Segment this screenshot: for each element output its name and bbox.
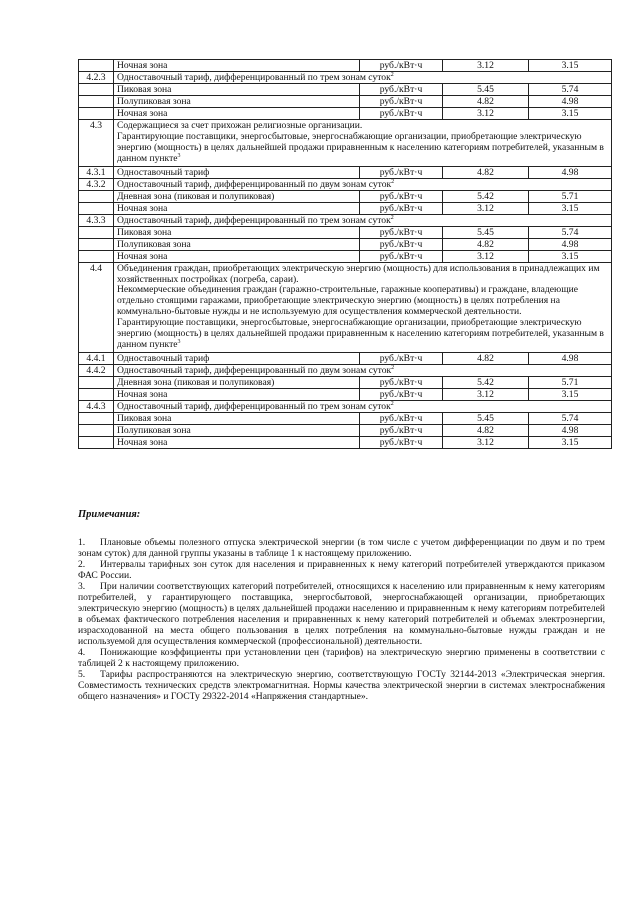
row-code: 4.4 [79,262,114,352]
row-label: Ночная зона [114,202,360,214]
group-label: Одноставочный тариф, дифференцированный по трем зонам суток [117,214,391,226]
tariff-value-1: 3.12 [443,436,529,448]
row-code: 4.4.2 [79,364,114,376]
unit-cell: руб./кВт·ч [360,226,443,238]
tariff-value-1: 3.12 [443,108,529,120]
table-row [79,352,612,364]
tariff-value-1: 4.82 [443,352,529,364]
tariff-value-2: 4.98 [529,424,612,436]
tariff-value-1: 4.82 [443,96,529,108]
description-paragraph [117,264,608,286]
group-label: Одноставочный тариф, дифференцированный по двум зонам суток [117,364,392,376]
note-text: Понижающие коэффициенты при установлении цен (тарифов) на электрическую энергию применены в соответствии с таблицей 2 к настоящему приложению. [78,647,605,669]
note-text: При наличии соответствующих категорий потребителей, относящихся к населению или приравненным к нему категориям потребителей, у гарантирующего поставщика, энергосбытовой, энергоснабжающей организации, приобретающих электрическую энергию (мощность) в целях дальнейшей продажи населению и приравненным к нему категориям потребителей в объемах фактического потребления населения и приравненных к нему категорий потребителей и объемах электроэнергии, израсходованной на места общего пользования в целях потребления на коммунально-бытовые нужды граждан и не используемой для осуществления коммерческой (профессиональной) деятельности. [78,581,605,647]
unit-cell: руб./кВт·ч [360,238,443,250]
row-label: Одноставочный тариф [114,352,360,364]
row-label: Ночная зона [114,436,360,448]
note-text: Интервалы тарифных зон суток для населения и приравненных к нему категорий потребителей утверждаются приказом ФАС России. [78,559,605,581]
note-item [78,647,605,669]
unit-cell: руб./кВт·ч [360,412,443,424]
tariff-value-1: 4.82 [443,166,529,178]
row-label: Одноставочный тариф [114,166,360,178]
footnote-ref: 2 [390,400,394,407]
tariff-value-2: 5.74 [529,84,612,96]
table-row [79,202,612,214]
note-item [78,559,605,581]
description-paragraph [117,285,608,318]
tariff-value-1: 5.45 [443,412,529,424]
tariff-value-1: 5.42 [443,376,529,388]
table-row [79,166,612,178]
table-row [79,120,612,167]
tariff-table [78,59,612,449]
row-label: Пиковая зона [114,226,360,238]
row-code-cell [79,436,114,448]
unit-cell: руб./кВт·ч [360,250,443,262]
table-row [79,424,612,436]
row-label: Ночная зона [114,388,360,400]
footnote-ref: 2 [390,214,394,221]
table-row [79,250,612,262]
row-code-cell [79,190,114,202]
table-row [79,72,612,84]
row-code-cell [79,376,114,388]
table-row [79,178,612,190]
table-row [79,226,612,238]
tariff-value-2: 4.98 [529,166,612,178]
note-text: Плановые объемы полезного отпуска электрической энергии (в том числе с учетом дифференциации по двум и по трем зонам суток) для данной группы указаны в таблице 1 к настоящему приложению. [78,537,605,559]
table-row [79,262,612,352]
tariff-value-2: 5.71 [529,376,612,388]
description-paragraph [117,132,608,165]
row-code-cell [79,60,114,72]
tariff-group-header [114,214,612,226]
unit-cell: руб./кВт·ч [360,388,443,400]
row-code-cell [79,412,114,424]
row-code: 4.3.3 [79,214,114,226]
paragraph-text: Объединения граждан, приобретающих электрическую энергию (мощность) для использования в принадлежащих им хозяйственных постройках (погреба, сараи). [117,262,600,285]
tariff-value-1: 4.82 [443,238,529,250]
row-code-cell [79,226,114,238]
tariff-value-2: 3.15 [529,436,612,448]
note-number: 3. [78,581,86,592]
table-row [79,436,612,448]
note-number: 1. [78,537,86,548]
table-row [79,412,612,424]
unit-cell: руб./кВт·ч [360,84,443,96]
tariff-value-1: 3.12 [443,202,529,214]
tariff-value-1: 3.12 [443,388,529,400]
row-label: Дневная зона (пиковая и полупиковая) [114,376,360,388]
notes-title: Примечания: [78,509,141,520]
unit-cell: руб./кВт·ч [360,436,443,448]
tariff-value-2: 4.98 [529,352,612,364]
note-text: Тарифы распространяются на электрическую энергию, соответствующую ГОСТу 32144-2013 «Электрическая энергия. Совместимость технических средств электромагнитная. Нормы качества электрической энергии в системах электроснабжения общего назначения» и ГОСТу 29322-2014 «Напряжения стандартные». [78,669,605,702]
tariff-value-1: 3.12 [443,60,529,72]
note-item [78,537,605,559]
tariff-value-2: 3.15 [529,202,612,214]
note-item [78,669,605,702]
footnote-ref: 2 [391,364,395,371]
unit-cell: руб./кВт·ч [360,166,443,178]
note-number: 5. [78,669,86,680]
tariff-value-2: 3.15 [529,388,612,400]
footnote-ref: 2 [391,178,395,185]
table-row [79,108,612,120]
tariff-value-1: 3.12 [443,250,529,262]
table-row [79,214,612,226]
row-code: 4.4.1 [79,352,114,364]
paragraph-text: Содержащиеся за счет прихожан религиозные организации. [117,120,363,131]
category-description [114,120,612,167]
unit-cell: руб./кВт·ч [360,424,443,436]
row-code-cell [79,424,114,436]
table-row [79,376,612,388]
row-code-cell [79,96,114,108]
tariff-value-2: 5.71 [529,190,612,202]
row-label: Пиковая зона [114,84,360,96]
tariff-group-header [114,400,612,412]
row-label: Ночная зона [114,60,360,72]
tariff-value-1: 5.42 [443,190,529,202]
row-label: Полупиковая зона [114,238,360,250]
tariff-value-1: 5.45 [443,84,529,96]
row-label: Ночная зона [114,250,360,262]
tariff-group-header [114,178,612,190]
row-code-cell [79,84,114,96]
footnote-ref: 2 [390,71,394,78]
note-number: 2. [78,559,86,570]
unit-cell: руб./кВт·ч [360,60,443,72]
row-code-cell [79,108,114,120]
footnote-ref: 3 [177,152,181,159]
row-code: 4.3.1 [79,166,114,178]
table-row [79,84,612,96]
tariff-value-2: 3.15 [529,60,612,72]
row-code: 4.3.2 [79,178,114,190]
table-row [79,388,612,400]
row-label: Ночная зона [114,108,360,120]
notes-list [78,537,605,702]
group-label: Одноставочный тариф, дифференцированный по двум зонам суток [117,178,392,190]
row-code-cell [79,202,114,214]
tariff-group-header [114,72,612,84]
tariff-group-header [114,364,612,376]
row-label: Пиковая зона [114,412,360,424]
row-label: Дневная зона (пиковая и полупиковая) [114,190,360,202]
unit-cell: руб./кВт·ч [360,190,443,202]
row-label: Полупиковая зона [114,424,360,436]
tariff-value-2: 5.74 [529,226,612,238]
row-code-cell [79,238,114,250]
paragraph-text: Гарантирующие поставщики, энергосбытовые, энергоснабжающие организации, приобретающие электрическую энергию (мощность) в целях дальнейшей продажи приравненным к населению категориям потребителей, указанным в данном пункте [117,317,604,350]
note-number: 4. [78,647,86,658]
row-code-cell [79,388,114,400]
unit-cell: руб./кВт·ч [360,108,443,120]
table-row [79,96,612,108]
footnote-ref: 3 [177,338,181,345]
category-description [114,262,612,352]
paragraph-text: Гарантирующие поставщики, энергосбытовые, энергоснабжающие организации, приобретающие электрическую энергию (мощность) в целях дальнейшей продажи приравненным к населению категориям потребителей, указанным в данном пункте [117,130,604,164]
tariff-value-1: 4.82 [443,424,529,436]
unit-cell: руб./кВт·ч [360,96,443,108]
group-label: Одноставочный тариф, дифференцированный по трем зонам суток [117,72,391,83]
row-code-cell [79,250,114,262]
table-row [79,238,612,250]
row-code: 4.4.3 [79,400,114,412]
table-row [79,400,612,412]
tariff-value-2: 4.98 [529,238,612,250]
paragraph-text: Некоммерческие объединения граждан (гаражно-строительные, гаражные кооперативы) и граждане, владеющие отдельно стоящими гаражами, приобретающие электрическую энергию (мощность) в целях потребления на коммунально-бытовые нужды и не используемую для осуществления коммерческой деятельности. [117,284,579,318]
note-item [78,581,605,647]
tariff-value-1: 5.45 [443,226,529,238]
tariff-value-2: 3.15 [529,108,612,120]
row-code: 4.3 [79,120,114,167]
group-label: Одноставочный тариф, дифференцированный по трем зонам суток [117,400,391,412]
row-code: 4.2.3 [79,72,114,84]
tariff-value-2: 5.74 [529,412,612,424]
unit-cell: руб./кВт·ч [360,376,443,388]
tariff-value-2: 4.98 [529,96,612,108]
tariff-value-2: 3.15 [529,250,612,262]
unit-cell: руб./кВт·ч [360,202,443,214]
table-row [79,364,612,376]
description-paragraph [117,318,608,351]
table-row [79,190,612,202]
unit-cell: руб./кВт·ч [360,352,443,364]
row-label: Полупиковая зона [114,96,360,108]
table-row [79,60,612,72]
